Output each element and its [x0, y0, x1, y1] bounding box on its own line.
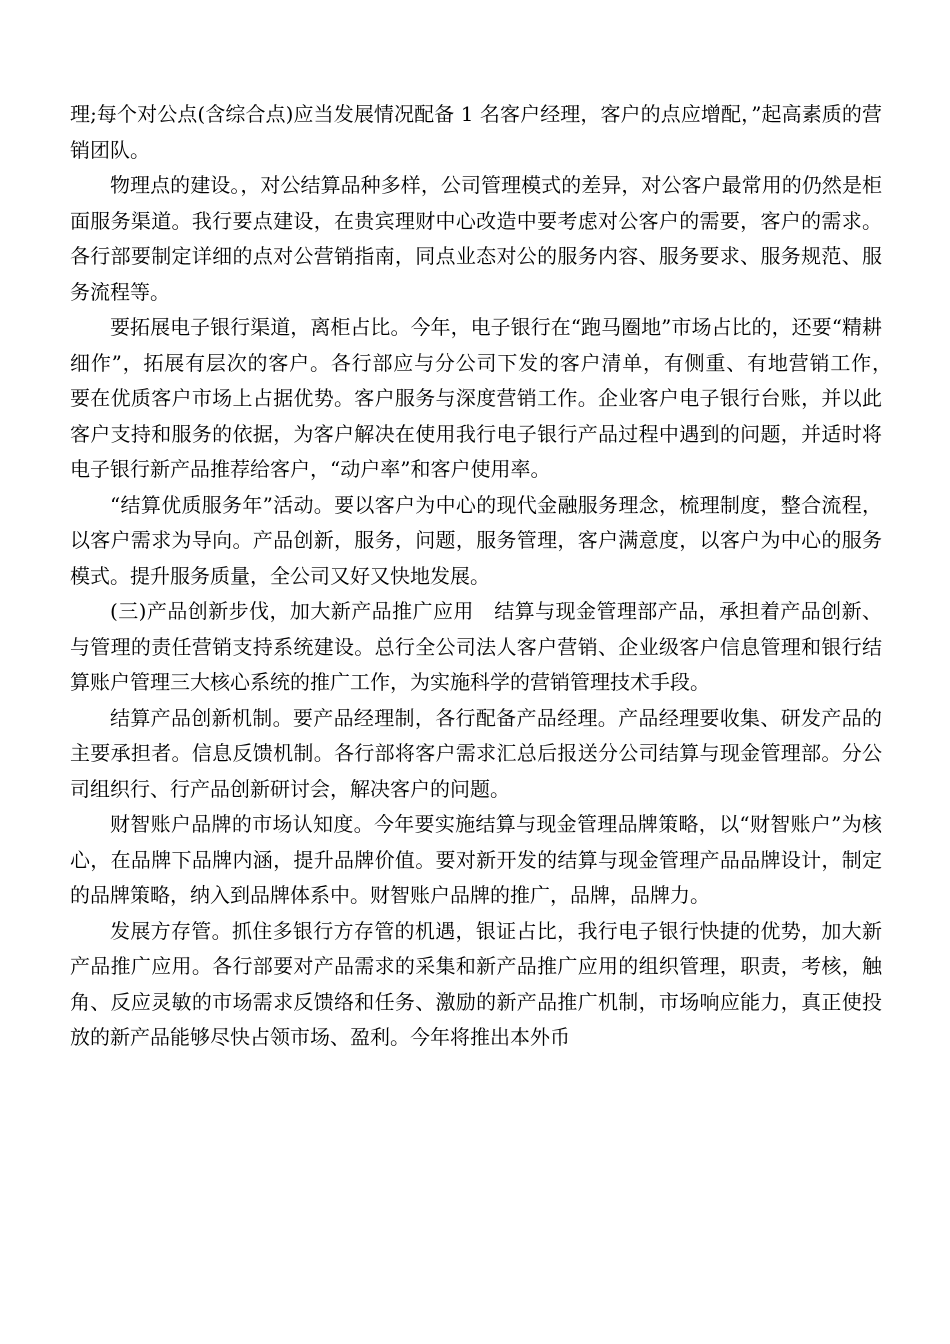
paragraph-1: 理;每个对公点(含综合点)应当发展情况配备 1 名客户经理，客户的点应增配，”起高素质的营销团队。: [70, 102, 882, 162]
paragraph-5: (三)产品创新步伐，加大新产品推广应用 结算与现金管理部产品，承担着产品创新、与管理的责任营销支持系统建设。总行全公司法人客户营销、企业级客户信息管理和银行结算账户管理三大核心系统的推广工作，为实施科学的营销管理技术手段。: [70, 599, 882, 694]
paragraph-4: “结算优质服务年”活动。要以客户为中心的现代金融服务理念，梳理制度，整合流程，以客户需求为导向。产品创新，服务，问题，服务管理，客户满意度，以客户为中心的服务模式。提升服务质量，全公司又好又快地发展。: [70, 492, 882, 588]
paragraph-2: 物理点的建设。，对公结算品种多样，公司管理模式的差异，对公客户最常用的仍然是柜面服务渠道。我行要点建设，在贵宾理财中心改造中要考虑对公客户的需要，客户的需求。各行部要制定详细的点对公营销指南，同点业态对公的服务内容、服务要求、服务规范、服务流程等。: [70, 173, 882, 304]
document-body: [70, 97, 902, 1056]
paragraph-7: 财智账户品牌的市场认知度。今年要实施结算与现金管理品牌策略，以“财智账户”为核心，在品牌下品牌内涵，提升品牌价值。要对新开发的结算与现金管理产品品牌设计，制定的品牌策略，纳入到品牌体系中。财智账户品牌的推广，品牌，品牌力。: [70, 812, 882, 907]
paragraph-8: 发展方存管。抓住多银行方存管的机遇，银证占比，我行电子银行快捷的优势，加大新产品推广应用。各行部要对产品需求的采集和新产品推广应用的组织管理，职责，考核，触角、反应灵敏的市场需求反馈络和任务、激励的新产品推广机制，市场响应能力，真正使投放的新产品能够尽快占领市场、盈利。今年将推出本外币: [70, 918, 882, 1049]
paragraph-6: 结算产品创新机制。要产品经理制，各行配备产品经理。产品经理要收集、研发产品的主要承担者。信息反馈机制。各行部将客户需求汇总后报送分公司结算与现金管理部。分公司组织行、行产品创新研讨会，解决客户的问题。: [70, 705, 882, 801]
paragraph-3: 要拓展电子银行渠道，离柜占比。今年，电子银行在“跑马圈地”市场占比的，还要“精耕细作”，拓展有层次的客户。各行部应与分公司下发的客户清单，有侧重、有地营销工作， 要在优质客户市场上占据优势。客户服务与深度营销工作。企业客户电子银行台账，并以此客户支持和服务的依据，为客户解决在使用我行电子银行产品过程中遇到的问题，并适时将电子银行新产品推荐给客户，“动户率”和客户使用率。: [70, 315, 902, 481]
